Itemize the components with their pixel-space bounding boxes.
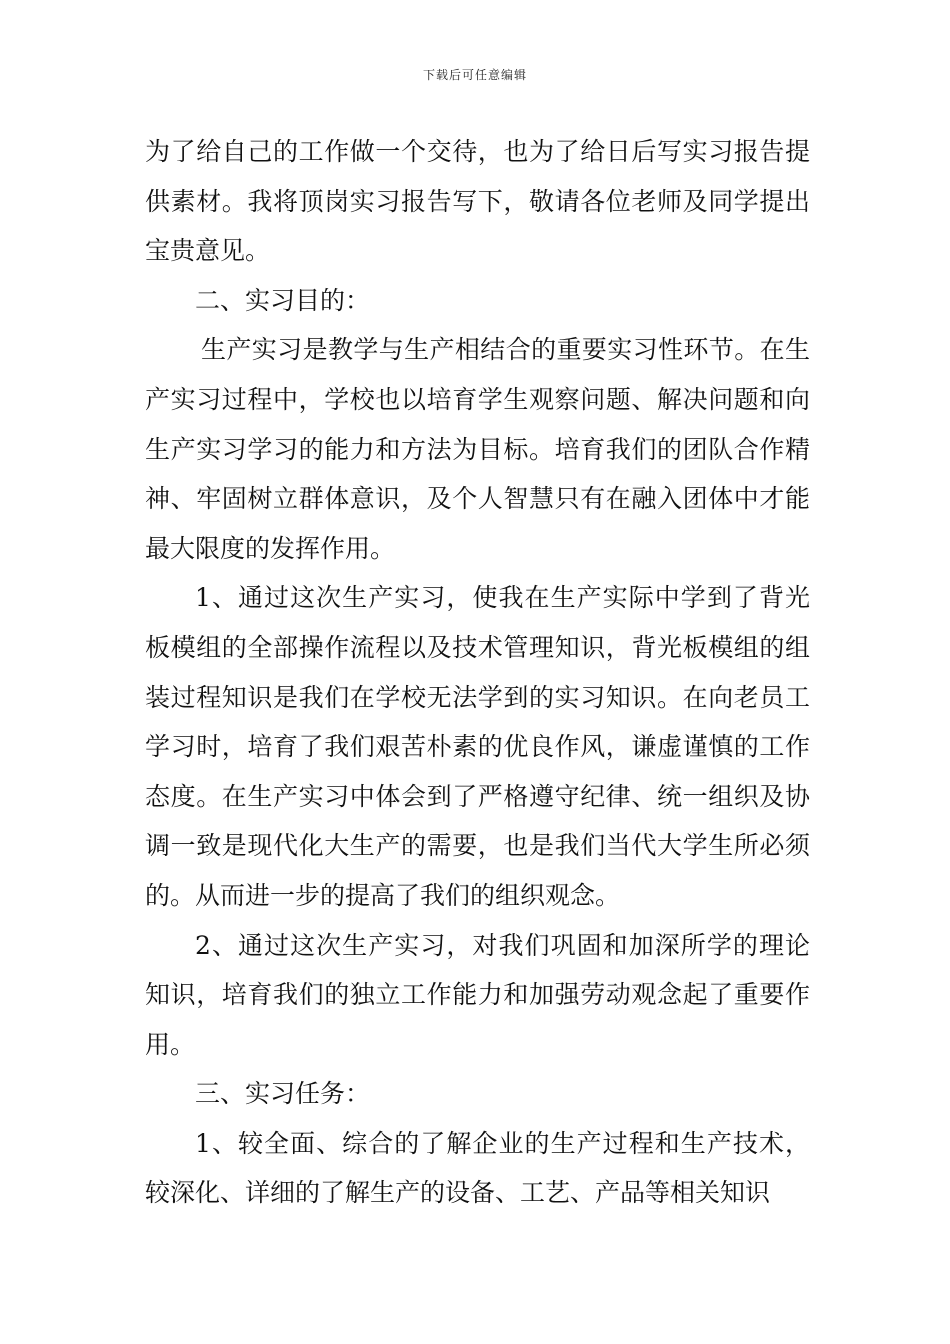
document-body — [145, 127, 810, 1218]
paragraph-task-item-1: 1、较全面、综合的了解企业的生产过程和生产技术，较深化、详细的了解生产的设备、工艺、产品等相关知识 — [145, 1128, 810, 1208]
section-heading-purpose: 二、实习目的： — [195, 285, 371, 315]
paragraph-purpose-item-1: 1、通过这次生产实习，使我在生产实际中学到了背光板模组的全部操作流程以及技术管理知识，背光板模组的组装过程知识是我们在学校无法学到的实习知识。在向老员工学习时，培育了我们艰苦朴素的优良作风，谦虚谨慎的工作态度。在生产实习中体会到了严格遵守纪律、统一组织及协调一致是现代化大生产的需要，也是我们当代大学生所必须的。从而进一步的提高了我们的组织观念。 — [145, 583, 810, 910]
paragraph-purpose: 生产实习是教学与生产相结合的重要实习性环节。在生产实习过程中，学校也以培育学生观察问题、解决问题和向生产实习学习的能力和方法为目标。培育我们的团队合作精神、牢固树立群体意识，及个人智慧只有在融入团体中才能最大限度的发挥作用。 — [145, 335, 810, 563]
download-editable-note: 下载后可任意编辑 — [422, 68, 527, 82]
paragraph-purpose-item-2: 2、通过这次生产实习，对我们巩固和加深所学的理论知识，培育我们的独立工作能力和加强劳动观念起了重要作用。 — [145, 930, 810, 1059]
section-heading-tasks: 三、实习任务： — [195, 1079, 371, 1109]
paragraph-intro-continuation: 为了给自己的工作做一个交待，也为了给日后写实习报告提供素材。我将顶岗实习报告写下，敬请各位老师及同学提出宝贵意见。 — [145, 137, 810, 266]
